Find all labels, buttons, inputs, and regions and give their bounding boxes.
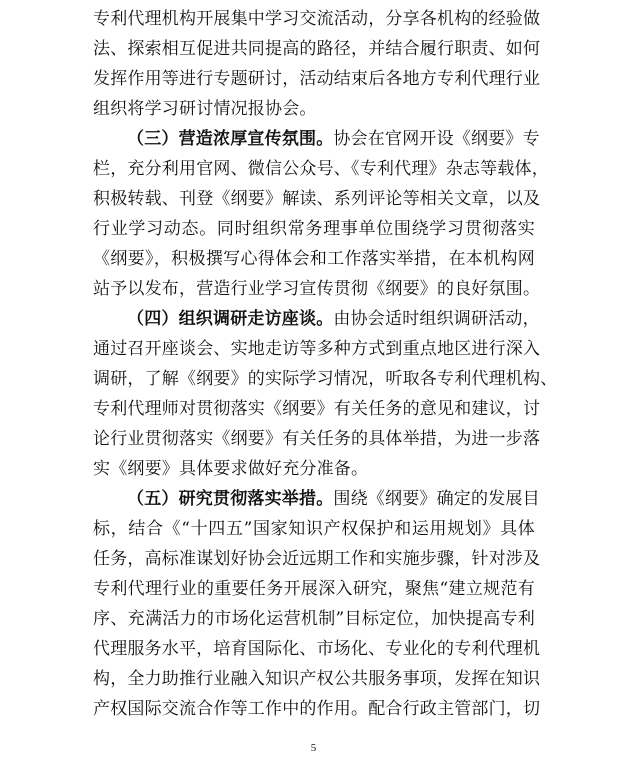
page-number: 5 (310, 742, 317, 754)
text-span: 协会在官网开设《纲要》专 (333, 129, 540, 149)
text-line: 发挥作用等进行专题研讨，活动结束后各地方专利代理行业 (93, 69, 541, 89)
text-span: 围绕《纲要》确定的发展目 (333, 489, 540, 509)
section-heading-3: （三）营造浓厚宣传氛围。 (127, 129, 334, 149)
text-line: 任务，高标准谋划好协会近远期工作和实施步骤，针对涉及 (93, 549, 541, 569)
text-line: 实《纲要》具体要求做好充分准备。 (93, 459, 369, 479)
section-heading-5: （五）研究贯彻落实举措。 (127, 489, 334, 509)
text-line: 站予以发布，营造行业学习宣传贯彻《纲要》的良好氛围。 (93, 279, 541, 299)
text-line: 产权国际交流合作等工作中的作用。配合行政主管部门，切 (93, 699, 541, 719)
text-line: 通过召开座谈会、实地走访等多种方式到重点地区进行深入 (93, 339, 541, 359)
text-line: 行业学习动态。同时组织常务理事单位围绕学习贯彻落实 (93, 219, 535, 239)
text-span: 由协会适时组织调研活动， (333, 309, 540, 329)
text-line: 代理服务水平，培育国际化、市场化、专业化的专利代理机 (93, 639, 541, 659)
section-heading-4: （四）组织调研走访座谈。 (127, 309, 334, 329)
text-line: 序、充满活力的市场化运营机制”目标定位，加快提高专利 (93, 609, 535, 629)
text-line: 调研，了解《纲要》的实际学习情况，听取各专利代理机构、 (93, 369, 558, 389)
text-line: 论行业贯彻落实《纲要》有关任务的具体举措，为进一步落 (93, 429, 541, 449)
text-line: 组织将学习研讨情况报协会。 (93, 99, 317, 119)
text-line: 专利代理师对贯彻落实《纲要》有关任务的意见和建议，讨 (93, 399, 541, 419)
text-line: 专利代理行业的重要任务开展深入研究，聚焦“建立规范有 (93, 579, 535, 599)
paragraph-first-line (127, 307, 540, 331)
text-line: 《纲要》，积极撰写心得体会和工作落实举措，在本机构网 (93, 249, 535, 269)
text-line: 专利代理机构开展集中学习交流活动，分享各机构的经验做 (93, 9, 541, 29)
paragraph-first-line (127, 487, 540, 511)
text-line: 栏，充分利用官网、微信公众号、《专利代理》杂志等载体， (93, 159, 549, 179)
text-line: 积极转载、刊登《纲要》解读、系列评论等相关文章，以及 (93, 189, 541, 209)
text-line: 构，全力助推行业融入知识产权公共服务事项，发挥在知识 (93, 669, 541, 689)
text-line: 法、探索相互促进共同提高的路径，并结合履行职责、如何 (93, 39, 541, 59)
text-line: 标，结合《“十四五”国家知识产权保护和运用规划》具体 (93, 519, 535, 539)
paragraph-first-line (127, 127, 540, 151)
